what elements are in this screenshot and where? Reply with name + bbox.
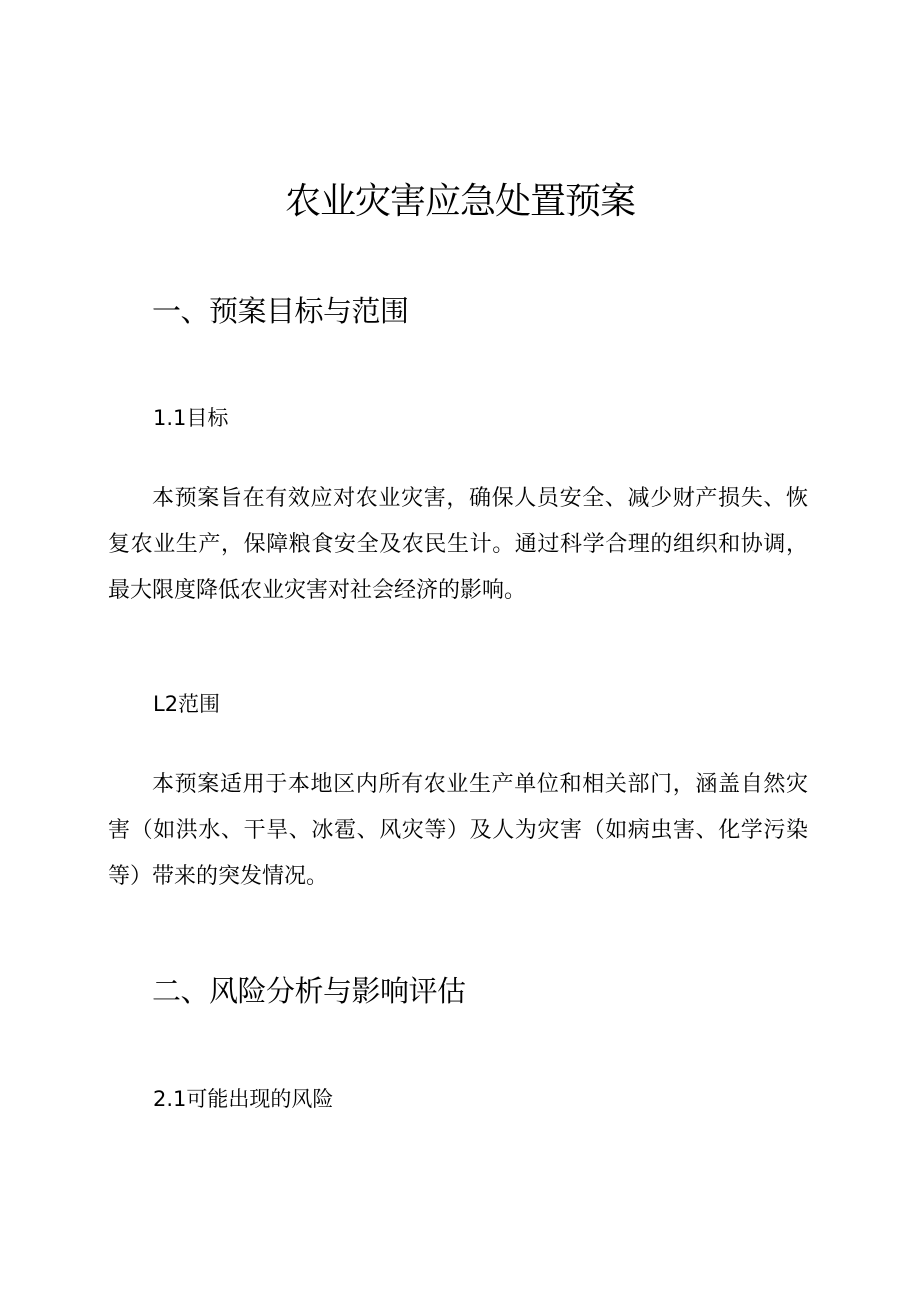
paragraph-goal: 本预案旨在有效应对农业灾害，确保人员安全、减少财产损失、恢复农业生产，保障粮食安全及农民生计。通过科学合理的组织和协调，最大限度降低农业灾害对社会经济的影响。 <box>108 486 808 603</box>
subsection-heading-1-2: L2范围 <box>153 692 221 716</box>
subsection-heading-2-1: 2.1可能出现的风险 <box>153 1087 334 1111</box>
section-heading-1: 一、预案目标与范围 <box>152 294 409 328</box>
document-title: 农业灾害应急处置预案 <box>284 181 635 222</box>
paragraph-scope: 本预案适用于本地区内所有农业生产单位和相关部门，涵盖自然灾害（如洪水、干旱、冰雹、风灾等）及人为灾害（如病虫害、化学污染等）带来的突发情况。 <box>108 772 808 889</box>
subsection-heading-1-1: 1.1目标 <box>153 406 229 430</box>
section-heading-2: 二、风险分析与影响评估 <box>152 974 466 1008</box>
